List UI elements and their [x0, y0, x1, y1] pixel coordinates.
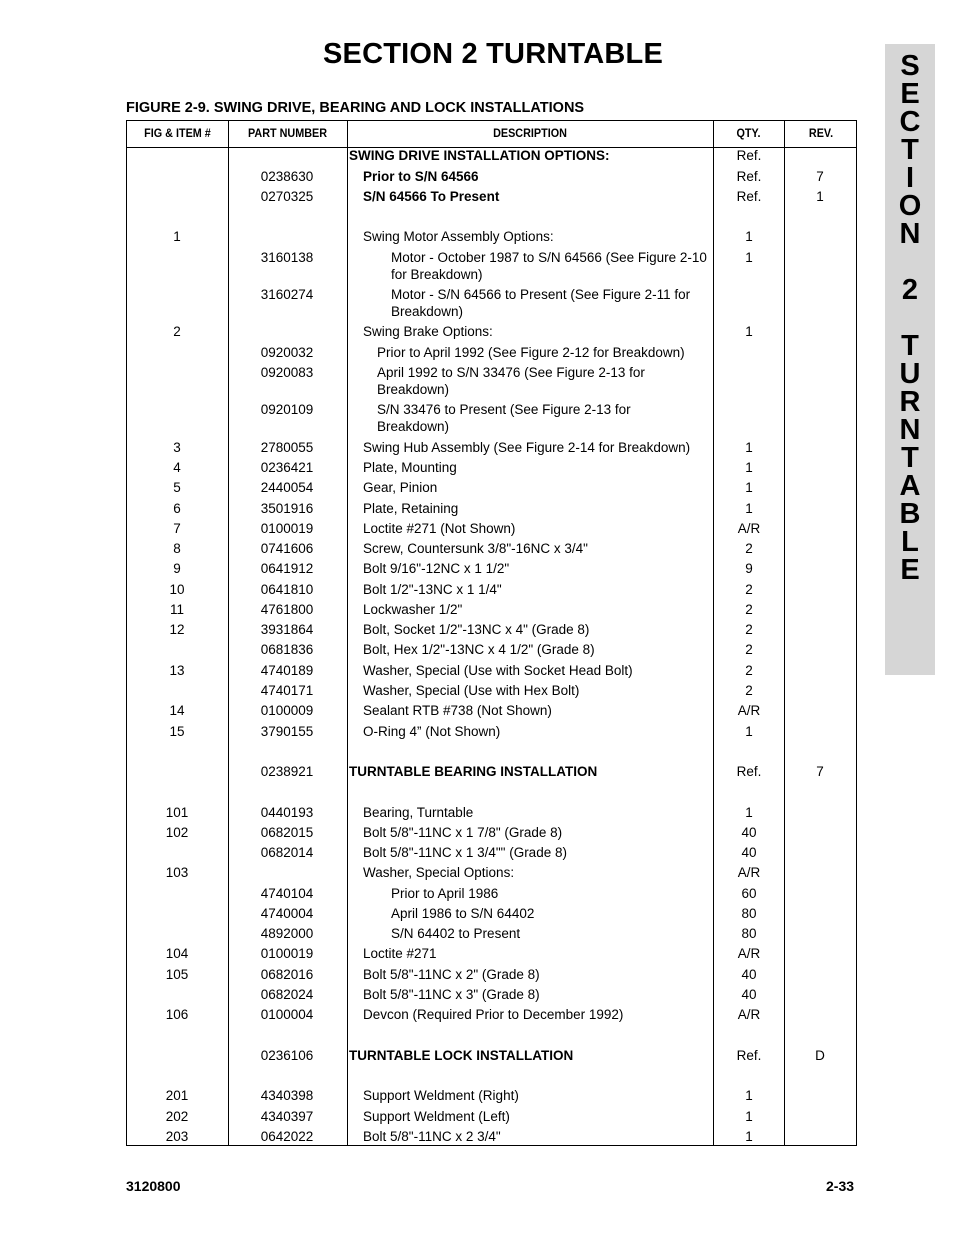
page-number: 2-33 — [826, 1178, 855, 1194]
cell-part: 0681836 — [260, 642, 314, 657]
cell-desc: Bolt 5/8"-11NC x 1 7/8" (Grade 8) — [363, 825, 563, 840]
cell-part: 0641912 — [260, 561, 314, 576]
cell-fig: 201 — [165, 1088, 189, 1103]
cell-desc: S/N 64566 To Present — [363, 189, 500, 204]
cell-fig: 2 — [173, 324, 181, 339]
side-tab-letter: E — [900, 78, 920, 110]
cell-qty: A/R — [737, 703, 761, 718]
cell-qty: 2 — [745, 663, 753, 678]
cell-desc: Gear, Pinion — [363, 480, 438, 495]
cell-qty: Ref. — [736, 189, 762, 204]
cell-part: 0100004 — [260, 1007, 314, 1022]
header-fig-item: FIG & ITEM # — [144, 126, 211, 140]
cell-part: 0641810 — [260, 582, 314, 597]
cell-desc: Motor - S/N 64566 to Present (See Figure 2-11 for Breakdown) — [391, 287, 691, 319]
cell-qty: A/R — [737, 521, 761, 536]
side-tab-letter: L — [901, 526, 919, 558]
cell-qty: 40 — [741, 987, 757, 1002]
cell-part: 3790155 — [260, 724, 314, 739]
cell-desc: Plate, Retaining — [363, 501, 459, 516]
cell-qty: 1 — [745, 324, 753, 339]
page-title: SECTION 2 TURNTABLE — [323, 38, 663, 70]
cell-part: 2440054 — [260, 480, 314, 495]
cell-fig: 8 — [173, 541, 181, 556]
cell-desc: Prior to April 1986 — [391, 886, 499, 901]
cell-desc: Bolt 1/2"-13NC x 1 1/4" — [363, 582, 502, 597]
header-description: DESCRIPTION — [493, 126, 567, 140]
cell-desc: Bolt 5/8"-11NC x 3" (Grade 8) — [363, 987, 540, 1002]
cell-desc: TURNTABLE BEARING INSTALLATION — [349, 764, 598, 779]
cell-desc: Bolt 5/8"-11NC x 2" (Grade 8) — [363, 967, 540, 982]
cell-qty: A/R — [737, 865, 761, 880]
cell-fig: 202 — [165, 1109, 189, 1124]
cell-part: 0440193 — [260, 805, 314, 820]
cell-desc: Devcon (Required Prior to December 1992) — [363, 1007, 624, 1022]
cell-part: 0100019 — [260, 521, 314, 536]
cell-desc: Support Weldment (Left) — [363, 1109, 510, 1124]
cell-qty: 1 — [745, 501, 753, 516]
side-tab-letter: A — [899, 470, 921, 502]
cell-qty: 2 — [745, 642, 753, 657]
cell-fig: 10 — [169, 582, 185, 597]
cell-qty: 40 — [741, 825, 757, 840]
cell-fig: 3 — [173, 440, 181, 455]
cell-qty: 9 — [745, 561, 753, 576]
cell-desc: April 1986 to S/N 64402 — [391, 906, 535, 921]
cell-part: 0642022 — [260, 1129, 314, 1144]
cell-desc: Swing Hub Assembly (See Figure 2-14 for Breakdown) — [363, 440, 691, 455]
cell-fig: 203 — [165, 1129, 189, 1144]
cell-fig: 12 — [169, 622, 185, 637]
cell-desc: Plate, Mounting — [363, 460, 457, 475]
side-tab-letter: T — [901, 134, 919, 166]
cell-qty: 1 — [745, 1109, 753, 1124]
cell-fig: 5 — [173, 480, 181, 495]
cell-desc: Bearing, Turntable — [363, 805, 474, 820]
cell-part: 0920083 — [260, 365, 314, 380]
cell-desc: Swing Motor Assembly Options: — [363, 229, 554, 244]
cell-part: 0682016 — [260, 967, 314, 982]
cell-part: 0236106 — [260, 1048, 314, 1063]
cell-qty: 60 — [741, 886, 757, 901]
cell-fig: 103 — [165, 865, 189, 880]
cell-qty: 40 — [741, 967, 757, 982]
cell-desc: TURNTABLE LOCK INSTALLATION — [349, 1048, 574, 1063]
cell-part: 0100009 — [260, 703, 314, 718]
side-tab-letter: T — [901, 330, 919, 362]
side-tab-letter: S — [900, 50, 920, 82]
cell-desc: S/N 33476 to Present (See Figure 2-13 for Breakdown) — [377, 402, 631, 434]
cell-part: 4740004 — [260, 906, 314, 921]
document-number: 3120800 — [126, 1178, 181, 1194]
cell-qty: 1 — [745, 805, 753, 820]
cell-rev: 1 — [816, 189, 824, 204]
parts-table — [126, 120, 857, 1146]
cell-desc: Bolt, Socket 1/2"-13NC x 4" (Grade 8) — [363, 622, 590, 637]
cell-part: 4761800 — [260, 602, 314, 617]
cell-desc: April 1992 to S/N 33476 (See Figure 2-13 for Breakdown) — [377, 365, 645, 397]
cell-desc: S/N 64402 to Present — [391, 926, 521, 941]
cell-fig: 14 — [169, 703, 185, 718]
cell-fig: 4 — [173, 460, 181, 475]
cell-qty: Ref. — [736, 1048, 762, 1063]
cell-fig: 101 — [165, 805, 189, 820]
cell-desc: Support Weldment (Right) — [363, 1088, 519, 1103]
cell-part: 3160274 — [260, 287, 314, 302]
cell-fig: 9 — [173, 561, 181, 576]
cell-fig: 13 — [169, 663, 185, 678]
cell-qty: 80 — [741, 926, 757, 941]
cell-fig: 102 — [165, 825, 189, 840]
cell-desc: SWING DRIVE INSTALLATION OPTIONS: — [349, 148, 610, 163]
cell-qty: A/R — [737, 1007, 761, 1022]
side-tab-letter: N — [899, 218, 921, 250]
cell-part: 0100019 — [260, 946, 314, 961]
cell-part: 0682014 — [260, 845, 314, 860]
cell-qty: 1 — [745, 440, 753, 455]
cell-desc: Bolt 9/16"-12NC x 1 1/2" — [363, 561, 510, 576]
cell-desc: Washer, Special (Use with Hex Bolt) — [363, 683, 580, 698]
cell-part: 0270325 — [260, 189, 314, 204]
header-part-number: PART NUMBER — [247, 126, 328, 140]
side-tab-letter: C — [899, 106, 921, 138]
cell-rev: 7 — [816, 764, 824, 779]
cell-part: 0920109 — [260, 402, 314, 417]
cell-part: 3501916 — [260, 501, 314, 516]
cell-qty: Ref. — [736, 148, 762, 163]
side-tab-letter: T — [901, 442, 919, 474]
cell-part: 4740104 — [260, 886, 314, 901]
header-rev: REV. — [808, 126, 834, 140]
cell-rev: D — [815, 1048, 825, 1063]
cell-part: 4340398 — [260, 1088, 314, 1103]
cell-part: 4892000 — [260, 926, 314, 941]
cell-fig: 7 — [173, 521, 181, 536]
side-tab-letter: U — [899, 358, 921, 390]
side-tab-letter: O — [898, 190, 922, 222]
cell-qty: 1 — [745, 1088, 753, 1103]
cell-desc: O-Ring 4” (Not Shown) — [363, 724, 501, 739]
cell-qty: 1 — [745, 250, 753, 265]
side-tab-letter: E — [900, 554, 920, 586]
cell-desc: Sealant RTB #738 (Not Shown) — [363, 703, 552, 718]
cell-part: 0920032 — [260, 345, 314, 360]
cell-fig: 106 — [165, 1007, 189, 1022]
cell-desc: Washer, Special Options: — [363, 865, 515, 880]
cell-qty: 1 — [745, 1129, 753, 1144]
cell-qty: 2 — [745, 541, 753, 556]
cell-desc: Washer, Special (Use with Socket Head Bolt) — [363, 663, 633, 678]
cell-fig: 15 — [169, 724, 185, 739]
cell-desc: Loctite #271 — [363, 946, 437, 961]
cell-qty: 1 — [745, 724, 753, 739]
side-tab-letter: N — [899, 414, 921, 446]
cell-part: 0682024 — [260, 987, 314, 1002]
cell-desc: Bolt 5/8"-11NC x 1 3/4"" (Grade 8) — [363, 845, 567, 860]
cell-part: 0236421 — [260, 460, 314, 475]
header-qty: QTY. — [736, 126, 761, 140]
cell-desc: Loctite #271 (Not Shown) — [363, 521, 516, 536]
cell-part: 4740189 — [260, 663, 314, 678]
cell-qty: 1 — [745, 480, 753, 495]
cell-qty: 40 — [741, 845, 757, 860]
cell-desc: Bolt 5/8"-11NC x 2 3/4" — [363, 1129, 501, 1144]
cell-qty: 2 — [745, 683, 753, 698]
side-tab-letter: B — [899, 498, 921, 530]
cell-qty: Ref. — [736, 169, 762, 184]
cell-qty: 1 — [745, 460, 753, 475]
cell-part: 0238921 — [260, 764, 314, 779]
side-tab-letter: R — [899, 386, 921, 418]
cell-qty: 2 — [745, 582, 753, 597]
cell-desc: Swing Brake Options: — [363, 324, 493, 339]
cell-part: 4740171 — [260, 683, 314, 698]
cell-fig: 104 — [165, 946, 189, 961]
cell-part: 3931864 — [260, 622, 314, 637]
cell-desc: Motor - October 1987 to S/N 64566 (See Figure 2-10 for Breakdown) — [391, 250, 707, 282]
cell-qty: 2 — [745, 602, 753, 617]
cell-qty: 2 — [745, 622, 753, 637]
cell-desc: Prior to S/N 64566 — [363, 169, 479, 184]
cell-part: 0741606 — [260, 541, 314, 556]
side-tab-letter: I — [905, 162, 915, 194]
cell-fig: 105 — [165, 967, 189, 982]
cell-part: 2780055 — [260, 440, 314, 455]
cell-rev: 7 — [816, 169, 824, 184]
cell-qty: Ref. — [736, 764, 762, 779]
cell-desc: Bolt, Hex 1/2"-13NC x 4 1/2" (Grade 8) — [363, 642, 595, 657]
cell-part: 0238630 — [260, 169, 314, 184]
cell-qty: A/R — [737, 946, 761, 961]
cell-fig: 6 — [173, 501, 181, 516]
side-tab-letter: 2 — [901, 274, 919, 306]
cell-part: 3160138 — [260, 250, 314, 265]
cell-desc: Screw, Countersunk 3/8"-16NC x 3/4" — [363, 541, 588, 556]
cell-part: 0682015 — [260, 825, 314, 840]
cell-fig: 11 — [169, 602, 184, 617]
cell-fig: 1 — [173, 229, 181, 244]
cell-part: 4340397 — [260, 1109, 314, 1124]
cell-desc: Prior to April 1992 (See Figure 2-12 for Breakdown) — [377, 345, 685, 360]
cell-qty: 80 — [741, 906, 757, 921]
cell-qty: 1 — [745, 229, 753, 244]
section-side-tab — [885, 44, 935, 675]
column-divider — [347, 121, 348, 1145]
cell-desc: Lockwasher 1/2" — [363, 602, 463, 617]
figure-title: FIGURE 2-9. SWING DRIVE, BEARING AND LOCK INSTALLATIONS — [126, 100, 585, 116]
